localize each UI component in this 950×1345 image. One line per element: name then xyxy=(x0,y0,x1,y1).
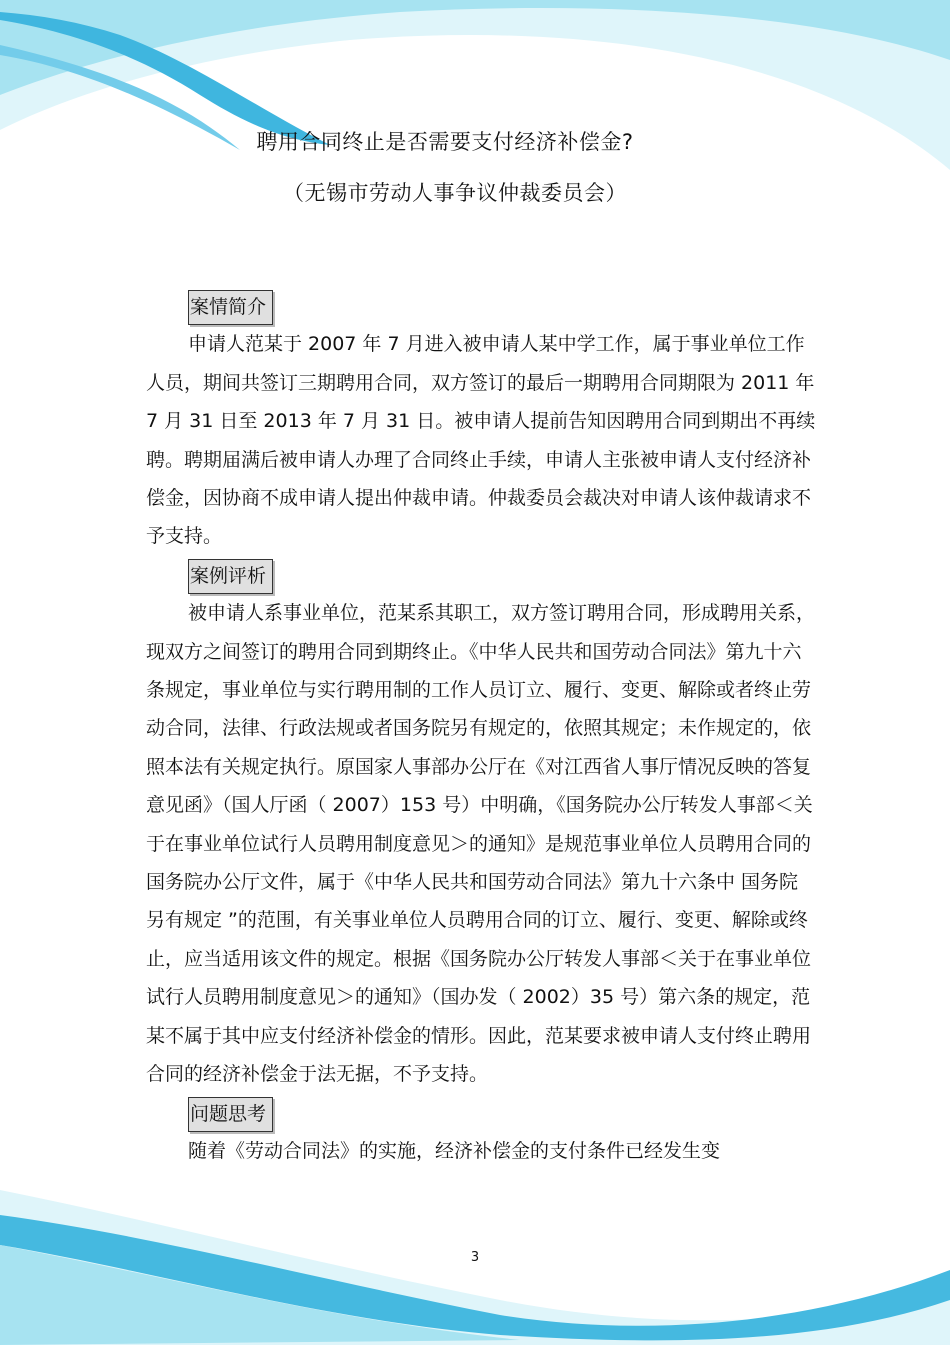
page-number: 3 xyxy=(470,1250,480,1265)
document-subtitle: （无锡市劳动人事争议仲裁委员会） xyxy=(283,181,627,205)
paragraph-reflection: 随着《劳动合同法》的实施，经济补偿金的支付条件已经发生变 xyxy=(188,1139,721,1162)
section-heading-label: 案例评析 xyxy=(188,559,273,594)
document-body xyxy=(146,287,816,1170)
section-heading-label: 问题思考 xyxy=(188,1097,273,1132)
paragraph-case-analysis: 被申请人系事业单位，范某系其职工，双方签订聘用合同，形成聘用关系，现双方之间签订的聘用合同到期终止。《中华人民共和国劳动合同法》第九十六条规定，事业单位与实行聘用制的工作人员订立、履行、变更、解除或者终止劳动合同，法律、行政法规或者国务院另有规定的，依照其规定；未作规定的，依照本法有关规定执行。原国家人事部办公厅在《对江西省人事厅情况反映的答复意见函》（国人厅函（ 2007）153 号）中明确，《国务院办公厅转发人事部＜关于在事业单位试行人员聘用制度意见＞的通知》是规范事业单位人员聘用合同的国务院办公厅文件，属于《中华人民共和国劳动合同法》第九十六条中 国务院另有规定 ”的范围，有关事业单位人员聘用合同的订立、履行、变更、解除或终止，应当适用该文件的规定。根据《国务院办公厅转发人事部＜关于在事业单位试行人员聘用制度意见＞的通知》（国办发（ 2002）35 号）第六条的规定，范某不属于其中应支付经济补偿金的情形。因此，范某要求被申请人支付终止聘用合同的经济补偿金于法无据，不予支持。 xyxy=(146,602,816,1086)
section-header-reflection xyxy=(146,1094,816,1132)
document-title: 聘用合同终止是否需要支付经济补偿金? xyxy=(256,130,634,154)
section-header-case-summary xyxy=(146,287,816,325)
paragraph-case-summary: 申请人范某于 2007 年 7 月进入被申请人某中学工作，属于事业单位工作人员，期间共签订三期聘用合同，双方签订的最后一期聘用合同期限为 2011 年 7 月 31 日至 2013 年 7 月 31 日。被申请人提前告知因聘用合同到期出不再续聘。聘期届满后被申请人办理了合同终止手续，申请人主张被申请人支付经济补偿金，因协商不成申请人提出仲裁申请。仲裁委员会裁决对申请人该仲裁请求不予支持。 xyxy=(146,333,816,548)
section-header-case-analysis xyxy=(146,556,816,594)
section-heading-label: 案情简介 xyxy=(188,290,273,325)
